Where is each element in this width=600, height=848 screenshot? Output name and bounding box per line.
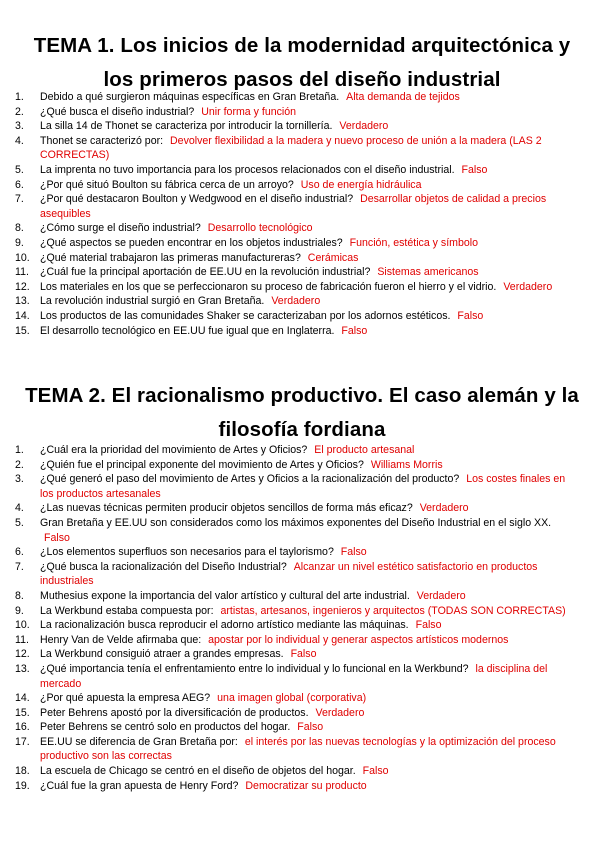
- question-text: ¿Por qué apuesta la empresa AEG?: [40, 692, 211, 705]
- question-text: Henry Van de Velde afirmaba que:: [40, 633, 202, 646]
- question-text: El desarrollo tecnológico en EE.UU fue igual que en Inglaterra.: [40, 324, 335, 337]
- answer-text: Falso: [362, 765, 389, 778]
- question-number: 5.: [15, 516, 24, 529]
- question-text: Muthesius expone la importancia del valor artístico y cultural del arte industrial.: [40, 589, 410, 602]
- answer-text: Verdadero: [271, 295, 321, 308]
- question-text: ¿Qué busca el diseño industrial?: [40, 105, 195, 118]
- question-item: [15, 458, 578, 473]
- answer-text: artistas, artesanos, ingenieros y arquitectos (TODAS SON CORRECTAS): [220, 604, 566, 617]
- question-item: [15, 560, 578, 589]
- question-number: 10.: [15, 619, 30, 632]
- question-item: [15, 178, 578, 193]
- answer-text: la disciplina del mercado: [40, 662, 548, 690]
- answer-text: Falso: [44, 531, 70, 544]
- question-number: 2.: [15, 105, 24, 118]
- answer-text: el interés por las nuevas tecnologías y la optimización del proceso productivo son las correctas: [40, 735, 556, 763]
- answer-text: Verdadero: [419, 502, 469, 515]
- question-number: 15.: [15, 324, 30, 337]
- question-text: ¿Qué generó el paso del movimiento de Artes y Oficios a la racionalización del producto?: [40, 473, 460, 486]
- question-number: 8.: [15, 589, 24, 602]
- answer-text: Democratizar su producto: [245, 779, 367, 792]
- question-number: 6.: [15, 178, 24, 191]
- question-text: Los productos de las comunidades Shaker se caracterizaban por los adornos estéticos.: [40, 309, 451, 322]
- question-item: [15, 764, 578, 779]
- question-item: [15, 265, 578, 280]
- question-item: [15, 236, 578, 251]
- question-text: ¿Cuál fue la gran apuesta de Henry Ford?: [40, 779, 239, 792]
- question-item: [15, 134, 578, 163]
- question-item: [15, 163, 578, 178]
- question-item: [15, 706, 578, 721]
- question-number: 17.: [15, 735, 30, 748]
- question-item: [15, 192, 578, 221]
- question-number: 3.: [15, 120, 24, 133]
- answer-text: Falso: [341, 324, 368, 337]
- question-text: ¿Quién fue el principal exponente del movimiento de Artes y Oficios?: [40, 458, 364, 471]
- question-text: Debido a qué surgieron máquinas específicas en Gran Bretaña.: [40, 91, 340, 103]
- question-text: La imprenta no tuvo importancia para los procesos relacionados con el diseño industrial.: [40, 163, 455, 176]
- question-number: 4.: [15, 502, 24, 515]
- question-item: [15, 280, 578, 295]
- tema-1-title: TEMA 1. Los inicios de la modernidad arquitectónica y los primeros pasos del diseño industrial: [33, 34, 571, 91]
- question-number: 5.: [15, 163, 24, 176]
- question-item: [15, 105, 578, 120]
- question-text: La Werkbund estaba compuesta por:: [40, 604, 214, 617]
- question-item: [15, 294, 578, 309]
- question-number: 12.: [15, 648, 30, 661]
- answer-text: Falso: [415, 619, 442, 632]
- answer-text: Alta demanda de tejidos: [346, 91, 460, 103]
- answer-text: Sistemas americanos: [377, 266, 479, 279]
- question-text: ¿Qué material trabajaron las primeras manufactureras?: [40, 251, 301, 264]
- question-number: 19.: [15, 779, 30, 792]
- answer-text: Williams Morris: [370, 458, 443, 471]
- question-item: [15, 647, 578, 662]
- question-number: 13.: [15, 662, 30, 675]
- question-number: 7.: [15, 560, 24, 573]
- question-number: 11.: [15, 266, 29, 279]
- question-item: [15, 589, 578, 604]
- question-text: ¿Cómo surge el diseño industrial?: [40, 222, 201, 235]
- question-number: 4.: [15, 134, 24, 147]
- question-item: [15, 251, 578, 266]
- answer-text: Falso: [457, 309, 484, 322]
- question-item: [15, 735, 578, 764]
- answer-text: Verdadero: [416, 589, 466, 602]
- question-number: 13.: [15, 295, 30, 308]
- question-item: [15, 633, 578, 648]
- question-number: 6.: [15, 546, 24, 559]
- question-number: 15.: [15, 706, 30, 719]
- question-number: 9.: [15, 236, 24, 249]
- question-text: ¿Por qué destacaron Boulton y Wedgwood en el diseño industrial?: [40, 193, 354, 206]
- question-item: [15, 618, 578, 633]
- answer-text: Función, estética y símbolo: [349, 236, 479, 249]
- answer-text: Devolver flexibilidad a la madera y nuevo proceso de unión a la madera (LAS 2 CORRECTAS): [40, 134, 542, 162]
- question-item: [15, 119, 578, 134]
- question-text: Gran Bretaña y EE.UU son considerados como los máximos exponentes del Diseño Industrial en el siglo XX.: [40, 516, 552, 529]
- question-text: ¿Los elementos superfluos son necesarios para el taylorismo?: [40, 546, 334, 559]
- question-number: 14.: [15, 692, 30, 705]
- question-number: 1.: [15, 444, 24, 456]
- question-number: 18.: [15, 765, 30, 778]
- question-item: [15, 324, 578, 339]
- answer-text: Falso: [297, 721, 324, 734]
- answer-text: Alcanzar un nivel estético satisfactorio en productos industriales: [40, 560, 538, 588]
- question-item: [15, 604, 578, 619]
- answer-text: Desarrollar objetos de calidad a precios asequibles: [40, 193, 547, 220]
- question-text: La escuela de Chicago se centró en el diseño de objetos del hogar.: [40, 765, 356, 778]
- question-text: Thonet se caracterizó por:: [40, 134, 164, 147]
- question-item: [15, 221, 578, 236]
- question-number: 3.: [15, 473, 24, 486]
- question-number: 16.: [15, 721, 30, 734]
- question-item: [15, 516, 578, 545]
- tema-1-question-list: [15, 90, 578, 338]
- answer-text: apostar por lo individual y generar aspectos artísticos modernos: [208, 633, 509, 646]
- question-text: Peter Behrens se centró solo en productos del hogar.: [40, 721, 291, 734]
- question-item: [15, 501, 578, 516]
- question-number: 14.: [15, 309, 30, 322]
- answer-text: Cerámicas: [307, 251, 359, 264]
- answer-text: El producto artesanal: [314, 444, 415, 456]
- answer-text: Falso: [461, 163, 488, 176]
- tema-2-title: TEMA 2. El racionalismo productivo. El caso alemán y la filosofía fordiana: [25, 384, 579, 441]
- question-text: ¿Qué importancia tenía el enfrentamiento entre lo individual y lo funcional en la Werkbund?: [40, 662, 469, 675]
- question-text: La racionalización busca reproducir el adorno artístico mediante las máquinas.: [40, 619, 409, 632]
- question-number: 10.: [15, 251, 30, 264]
- question-item: [15, 90, 578, 105]
- answer-text: Unir forma y función: [201, 105, 297, 118]
- answer-text: Falso: [340, 546, 367, 559]
- question-number: 11.: [15, 633, 29, 646]
- question-number: 12.: [15, 280, 30, 293]
- question-item: [15, 545, 578, 560]
- question-item: [15, 443, 578, 458]
- question-text: Peter Behrens apostó por la diversificación de productos.: [40, 706, 309, 719]
- question-text: EE.UU se diferencia de Gran Bretaña por:: [40, 735, 238, 748]
- question-number: 1.: [15, 91, 24, 103]
- question-text: La revolución industrial surgió en Gran Bretaña.: [40, 295, 265, 308]
- question-number: 7.: [15, 193, 24, 206]
- question-item: [15, 309, 578, 324]
- question-text: ¿Por qué situó Boulton su fábrica cerca de un arroyo?: [40, 178, 294, 191]
- answer-text: Falso: [290, 648, 317, 661]
- question-text: La silla 14 de Thonet se caracteriza por introducir la tornillería.: [40, 120, 333, 133]
- answer-text: una imagen global (corporativa): [217, 692, 367, 705]
- question-item: [15, 662, 578, 691]
- question-text: ¿Las nuevas técnicas permiten producir objetos sencillos de forma más eficaz?: [40, 502, 413, 515]
- answer-text: Desarrollo tecnológico: [207, 222, 313, 235]
- question-number: 8.: [15, 222, 24, 235]
- tema-2-question-list: [15, 443, 578, 793]
- question-text: ¿Cuál fue la principal aportación de EE.UU en la revolución industrial?: [40, 266, 371, 279]
- answer-text: Los costes finales en los productos artesanales: [40, 473, 566, 500]
- answer-text: Verdadero: [339, 120, 389, 133]
- question-item: [15, 720, 578, 735]
- answer-text: Uso de energía hidráulica: [300, 178, 422, 191]
- question-text: ¿Qué aspectos se pueden encontrar en los objetos industriales?: [40, 236, 343, 249]
- question-item: [15, 472, 578, 501]
- answer-text: Verdadero: [315, 706, 365, 719]
- question-text: Los materiales en los que se perfeccionaron su proceso de fabricación fueron el hierro y el vidrio.: [40, 280, 497, 293]
- question-text: ¿Cuál era la prioridad del movimiento de Artes y Oficios?: [40, 444, 308, 456]
- answer-text: Verdadero: [503, 280, 553, 293]
- question-number: 9.: [15, 604, 24, 617]
- question-number: 2.: [15, 458, 24, 471]
- question-text: La Werkbund consiguió atraer a grandes empresas.: [40, 648, 284, 661]
- question-item: [15, 691, 578, 706]
- question-item: [15, 779, 578, 794]
- question-text: ¿Qué busca la racionalización del Diseño Industrial?: [40, 560, 287, 573]
